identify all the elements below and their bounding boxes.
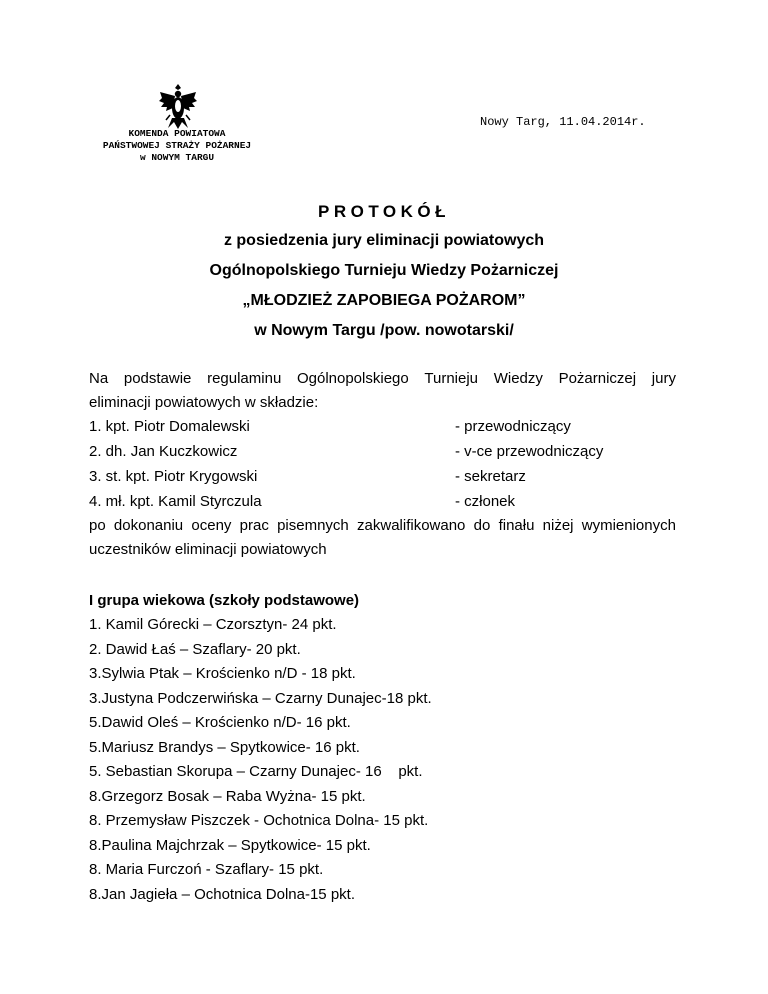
jury-member-role: - sekretarz [455,468,526,485]
jury-member-role: - przewodniczący [455,418,571,435]
intro-word: jury [651,370,676,387]
intro-word: Ogólnopolskiego [296,370,409,387]
outro-word: wymienionych [581,517,676,534]
result-item: 3.Sylwia Ptak – Krościenko n/D - 18 pkt. [89,665,356,682]
jury-member-role: - v-ce przewodniczący [455,443,604,460]
jury-member-name: 3. st. kpt. Piotr Krygowski [89,468,258,485]
outro-word: pisemnych [277,517,349,534]
title-line-3: „MŁODZIEŻ ZAPOBIEGA POŻAROM” [242,292,526,309]
intro-word: Pożarniczej [558,370,637,387]
jury-member-name: 4. mł. kpt. Kamil Styrczula [89,493,262,510]
intro-word: Turnieju [424,370,479,387]
result-item: 2. Dawid Łaś – Szaflary- 20 pkt. [89,641,301,658]
intro-word: regulaminu [207,370,282,387]
result-item: 8.Jan Jagieła – Ochotnica Dolna-15 pkt. [89,886,355,903]
group-heading: I grupa wiekowa (szkoły podstawowe) [89,592,360,609]
org-line-2: PAŃSTWOWEJ STRAŻY POŻARNEJ [102,140,252,151]
outro-word: zakwalifikowano [357,517,466,534]
place-date: Nowy Targ, 11.04.2014r. [480,115,646,129]
result-item: 3.Justyna Podczerwińska – Czarny Dunajec-18 pkt. [89,690,432,707]
result-item: 8.Grzegorz Bosak – Raba Wyżna- 15 pkt. [89,788,366,805]
title-line-4: w Nowym Targu /pow. nowotarski/ [254,322,514,339]
polish-eagle-emblem-icon [158,82,198,130]
intro-line-2: eliminacji powiatowych w składzie: [89,394,319,411]
outro-word: oceny [191,517,232,534]
outro-word: niżej [542,517,574,534]
outro-word: do [473,517,491,534]
jury-member-role: - członek [455,493,516,510]
jury-member-name: 2. dh. Jan Kuczkowicz [89,443,238,460]
result-item: 5. Sebastian Skorupa – Czarny Dunajec- 16 pkt. [89,763,423,780]
intro-word: podstawie [123,370,192,387]
jury-member-name: 1. kpt. Piotr Domalewski [89,418,250,435]
document-title: PROTOKÓŁ [317,202,451,221]
result-item: 1. Kamil Górecki – Czorsztyn- 24 pkt. [89,616,337,633]
outro-word: dokonaniu [113,517,184,534]
intro-line-1 [89,370,676,387]
result-item: 5.Dawid Oleś – Krościenko n/D- 16 pkt. [89,714,351,731]
result-item: 8. Przemysław Piszczek - Ochotnica Dolna- 15 pkt. [89,812,429,829]
result-item: 8. Maria Furczoń - Szaflary- 15 pkt. [89,861,324,878]
title-line-2: Ogólnopolskiego Turnieju Wiedzy Pożarniczej [209,262,559,279]
outro-word: po [89,517,106,534]
outro-line-1 [89,517,676,534]
result-item: 8.Paulina Majchrzak – Spytkowice- 15 pkt. [89,837,371,854]
outro-line-2: uczestników eliminacji powiatowych [89,541,327,558]
outro-word: prac [239,517,269,534]
result-item: 5.Mariusz Brandys – Spytkowice- 16 pkt. [89,739,360,756]
intro-word: Na [89,370,109,387]
intro-word: Wiedzy [493,370,543,387]
title-line-1: z posiedzenia jury eliminacji powiatowych [223,232,545,249]
org-line-3: w NOWYM TARGU [139,152,215,163]
org-line-1: KOMENDA POWIATOWA [128,128,226,139]
organization-header [88,128,266,164]
outro-word: finału [498,517,535,534]
